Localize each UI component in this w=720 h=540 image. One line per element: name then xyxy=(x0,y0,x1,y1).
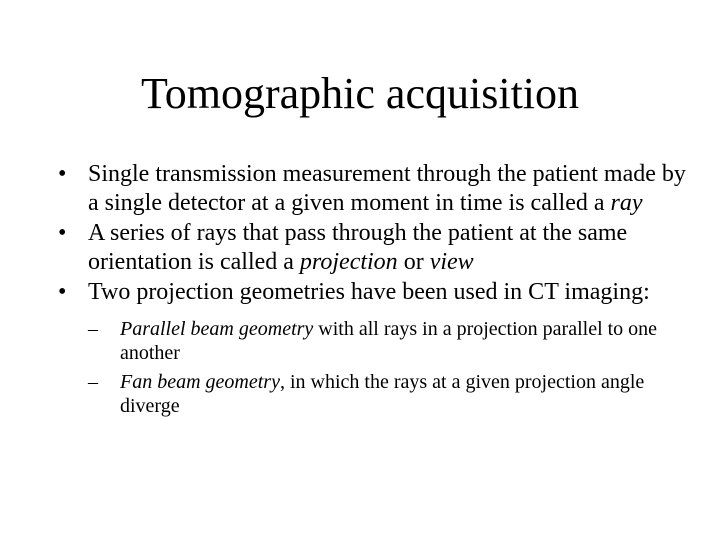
sub-bullet-list xyxy=(88,317,698,418)
bullet-marker: • xyxy=(58,220,67,246)
bullet-text: Two projection geometries have been used in CT imaging: xyxy=(88,279,650,305)
bullet-geometries xyxy=(58,278,698,418)
term-view: view xyxy=(429,249,474,275)
sub-bullet-text: , in which the rays at a given projection angle diverge xyxy=(120,371,645,417)
bullet-marker: • xyxy=(58,279,67,305)
bullet-joiner: or xyxy=(397,249,430,275)
sub-bullet-parallel xyxy=(88,317,698,365)
bullet-projection xyxy=(58,219,698,277)
sub-bullet-marker: – xyxy=(88,371,98,393)
bullet-text: Single transmission measurement through the patient made by a single detector at a given moment in time is called a xyxy=(88,161,686,216)
term-parallel-beam: Parallel beam geometry xyxy=(120,318,314,340)
term-projection: projection xyxy=(299,249,398,275)
bullet-list xyxy=(58,160,698,423)
bullet-ray xyxy=(58,160,698,218)
bullet-marker: • xyxy=(58,161,67,187)
term-ray: ray xyxy=(610,190,643,216)
bullet-text: A series of rays that pass through the patient at the same orientation is called a xyxy=(88,220,628,275)
slide-title: Tomographic acquisition xyxy=(140,69,580,118)
sub-bullet-fan xyxy=(88,370,698,418)
term-fan-beam: Fan beam geometry xyxy=(120,371,280,393)
sub-bullet-marker: – xyxy=(88,318,98,340)
sub-bullet-text: with all rays in a projection parallel to one another xyxy=(120,318,658,364)
